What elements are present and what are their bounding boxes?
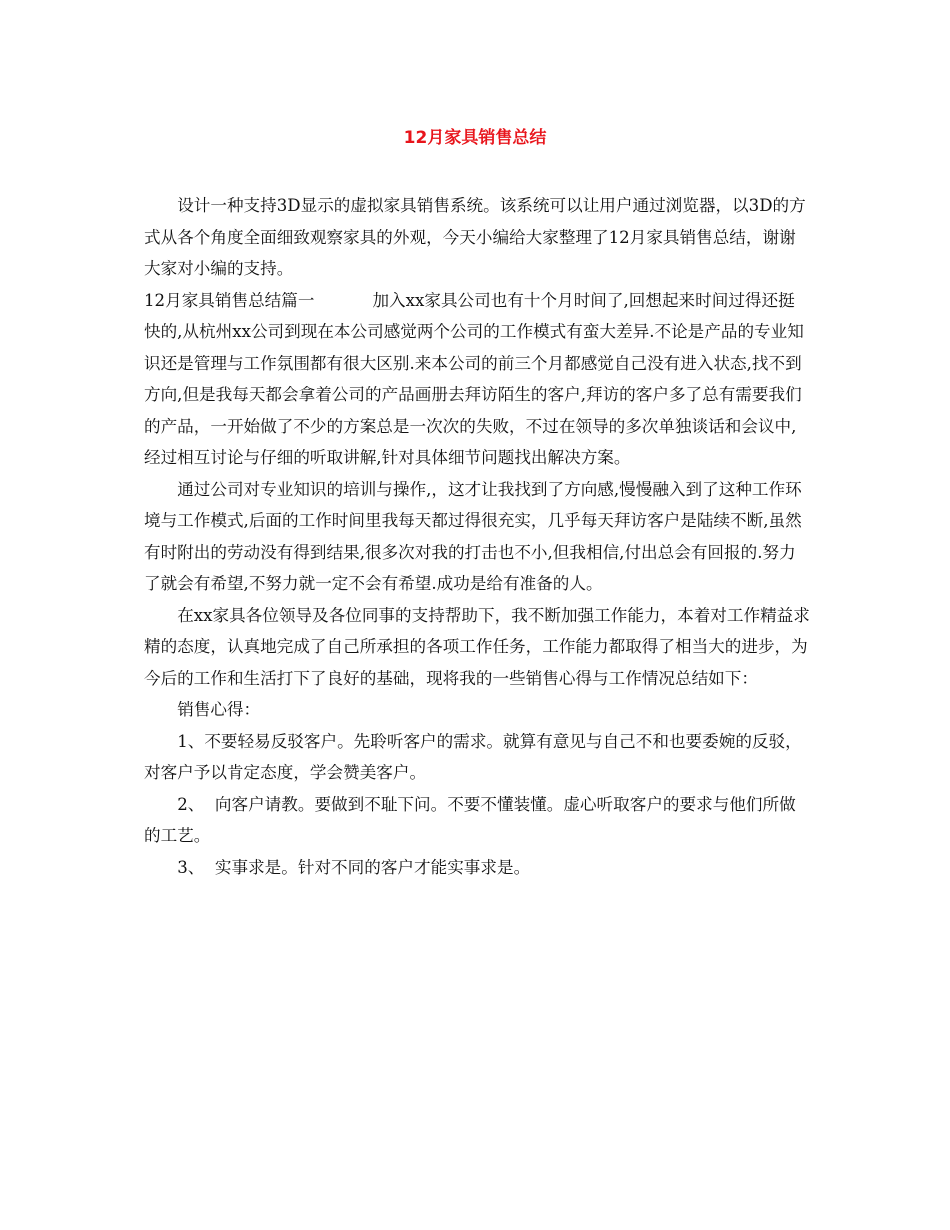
paragraph-4: 销售心得： xyxy=(177,700,261,719)
section-paragraph-1 xyxy=(144,285,810,474)
intro-paragraph: 设计一种支持3D显示的虚拟家具销售系统。该系统可以让用户通过浏览器，以3D的方式从各个角度全面细致观察家具的外观，今天小编给大家整理了12月家具销售总结，谢谢大家对小编的支持。 xyxy=(144,196,806,278)
list-item-2: 2、 向客户请教。要做到不耻下问。不要不懂装懂。虚心听取客户的要求与他们所做的工艺。 xyxy=(144,794,796,845)
section-heading: 12月家具销售总结篇一 xyxy=(144,290,315,310)
page-title: 12月家具销售总结 xyxy=(403,128,547,148)
paragraph-2: 通过公司对专业知识的培训与操作,，这才让我找到了方向感,慢慢融入到了这种工作环境与工作模式,后面的工作时间里我每天都过得很充实，几乎每天拜访客户是陆续不断,虽然有时附出的劳动没有得到结果,很多次对我的打击也不小,但我相信,付出总会有回报的.努力了就会有希望,不努力就一定不会有希望.成功是给有准备的人。 xyxy=(144,479,802,593)
paragraph-1-text: 加入xx家具公司也有十个月时间了,回想起来时间过得还挺快的,从杭州xx公司到现在本公司感觉两个公司的工作模式有蛮大差异.不论是产品的专业知识还是管理与工作氛围都有很大区别.来本公司的前三个月都感觉自己没有进入状态,找不到方向,但是我每天都会拿着公司的产品画册去拜访陌生的客户,拜访的客户多了总有需要我们的产品，一开始做了不少的方案总是一次次的失败，不过在领导的多次单独谈话和会议中,经过相互讨论与仔细的听取讲解,针对具体细节问题找出解决方案。 xyxy=(144,290,804,467)
list-item-3: 3、 实事求是。针对不同的客户才能实事求是。 xyxy=(177,857,531,877)
list-item-1: 1、不要轻易反驳客户。先聆听客户的需求。就算有意见与自己不和也要委婉的反驳，对客户予以肯定态度，学会赞美客户。 xyxy=(144,731,802,782)
document-body xyxy=(144,190,810,883)
paragraph-3: 在xx家具各位领导及各位同事的支持帮助下，我不断加强工作能力，本着对工作精益求精的态度，认真地完成了自己所承担的各项工作任务，工作能力都取得了相当大的进步，为今后的工作和生活打下了良好的基础，现将我的一些销售心得与工作情况总结如下： xyxy=(144,605,810,688)
